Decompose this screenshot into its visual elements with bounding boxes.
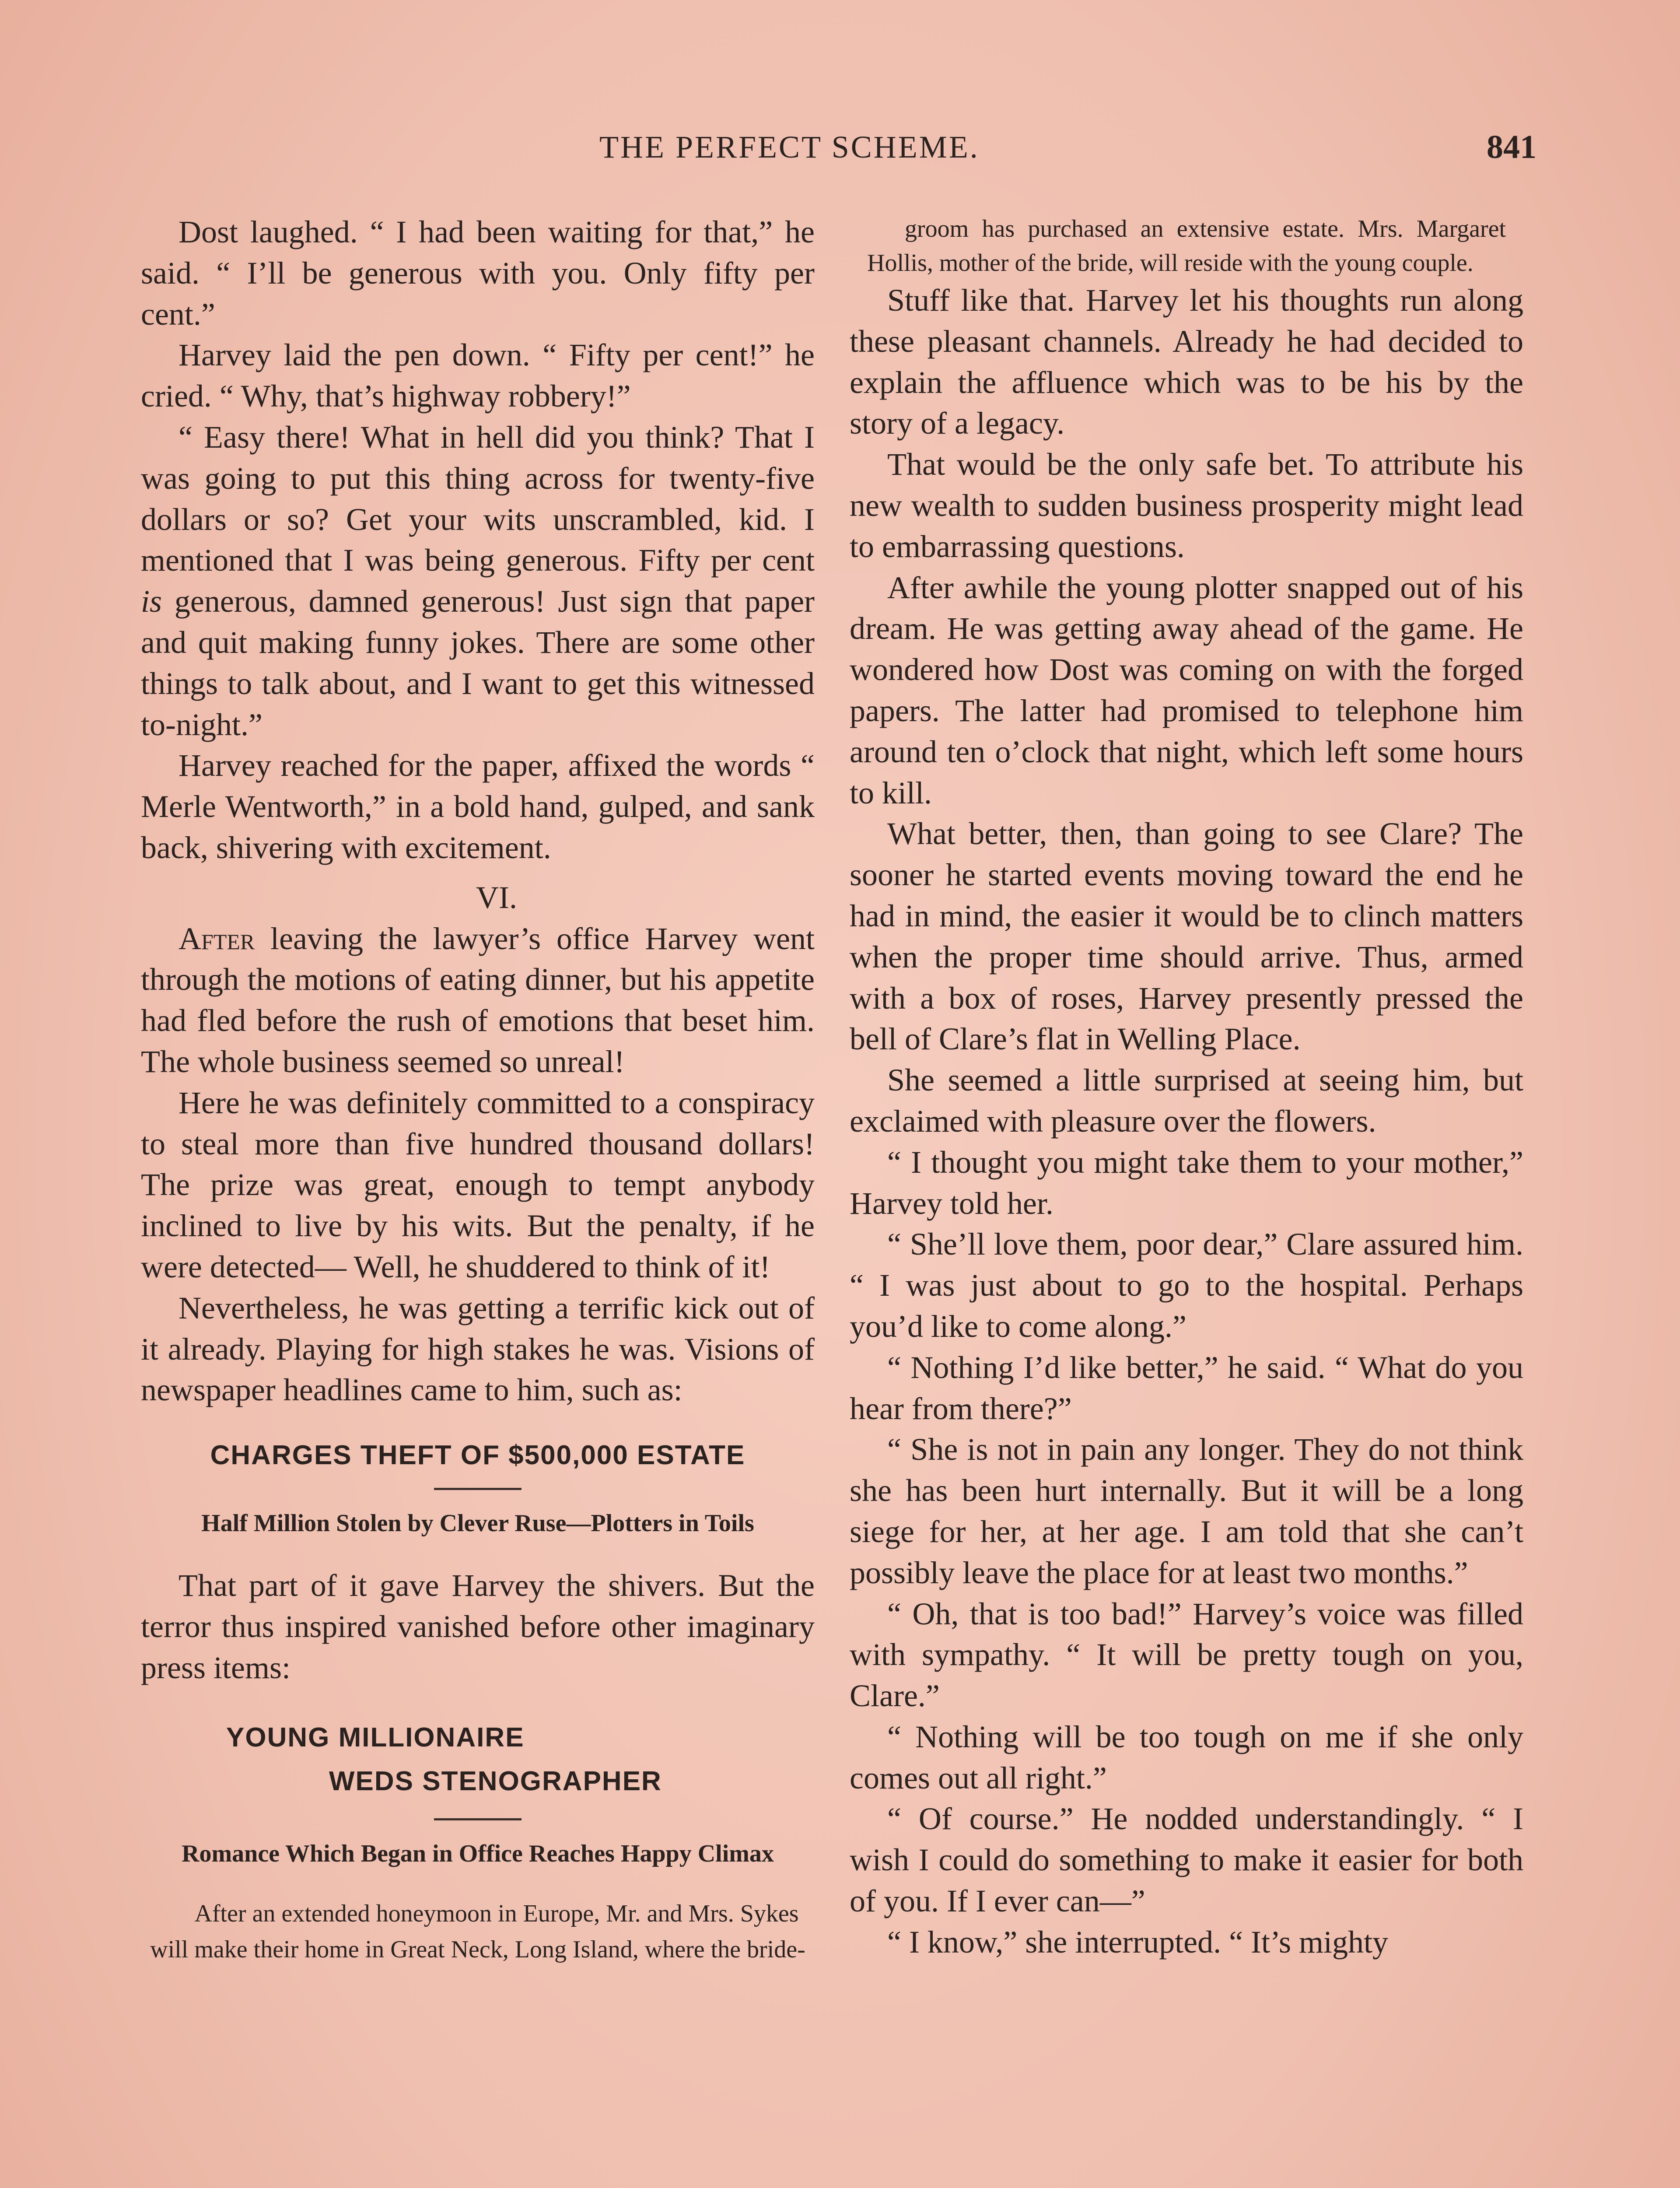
- paragraph: Here he was definitely committed to a conspiracy to steal more than five hundred thousand dollars! The prize was great, enough to tempt anybody inclined to live by his wits. But the penalty, if he were detected— Well, he shuddered to think of it!: [141, 1085, 815, 1284]
- right-column: [850, 212, 1523, 1963]
- newspaper-headline: CHARGES THEFT OF $500,000 ESTATE: [210, 1440, 746, 1471]
- paragraph: She seemed a little surprised at seeing him, but exclaimed with pleasure over the flowers.: [850, 1062, 1523, 1139]
- paragraph: “ I thought you might take them to your mother,” Harvey told her.: [850, 1144, 1523, 1221]
- paragraph: That would be the only safe bet. To attribute his new wealth to sudden business prosperity might lead to embarrassing questions.: [850, 447, 1523, 564]
- paragraph: “ She’ll love them, poor dear,” Clare assured him. “ I was just about to go to the hospital. Perhaps you’d like to come along.”: [850, 1227, 1523, 1344]
- paragraph: Stuff like that. Harvey let his thoughts run along these pleasant channels. Already he had decided to explain the affluence which was to be his by the story of a legacy.: [850, 283, 1523, 441]
- paragraph: “ She is not in pain any longer. They do not think she has been hurt internally. But it will be a long siege for her, at her age. I am told that she can’t possibly leave the place for at least two months.”: [850, 1432, 1523, 1590]
- paragraph: “ Oh, that is too bad!” Harvey’s voice was filled with sympathy. “ It will be pretty tough on you, Clare.”: [850, 1596, 1523, 1714]
- paragraph: After awhile the young plotter snapped out of his dream. He was getting away ahead of the game. He wondered how Dost was coming on with the forged papers. The latter had promised to telephone him around ten o’clock that night, which left some hours to kill.: [850, 570, 1523, 810]
- headline-rule: [434, 1488, 522, 1490]
- newspaper-subhead: Romance Which Began in Office Reaches Happy Climax: [182, 1840, 774, 1867]
- paragraph-text: leaving the lawyer’s office Harvey went through the motions of eating dinner, but his appetite had fled before the rush of emotions that beset him. The whole business seemed so unreal!: [141, 921, 815, 1079]
- headline-line: WEDS STENOGRAPHER: [329, 1766, 662, 1796]
- news-item-text: After an extended honeymoon in Europe, Mr. and Mrs. Sykes will make their home in Great Neck, Long Island, where the bride-: [150, 1900, 805, 1963]
- paragraph: [141, 919, 815, 1083]
- paragraph: [141, 417, 815, 745]
- left-column: [141, 212, 815, 1967]
- newspaper-headline: [141, 1716, 815, 1803]
- paragraph: Dost laughed. “ I had been waiting for that,” he said. “ I’ll be generous with you. Only fifty per cent.”: [141, 214, 815, 332]
- paragraph: Harvey laid the pen down. “ Fifty per cent!” he cried. “ Why, that’s highway robbery!”: [141, 337, 815, 414]
- news-item-continued: groom has purchased an extensive estate. Mrs. Margaret Hollis, mother of the bride, will reside with the young couple.: [867, 215, 1506, 277]
- newspaper-subhead: Half Million Stolen by Clever Ruse—Plotters in Toils: [201, 1510, 754, 1537]
- paragraph: “ Of course.” He nodded understandingly. “ I wish I could do something to make it easier for both of you. If I ever can—”: [850, 1801, 1523, 1919]
- paragraph: Nevertheless, he was getting a terrific kick out of it already. Playing for high stakes he was. Visions of newspaper headlines came to him, such as:: [141, 1290, 815, 1408]
- page-number: 841: [1487, 129, 1536, 165]
- paragraph: “ Nothing I’d like better,” he said. “ What do you hear from there?”: [850, 1350, 1523, 1426]
- paragraph: “ I know,” she interrupted. “ It’s mighty: [887, 1924, 1389, 1960]
- lead-word: After: [178, 921, 255, 956]
- paragraph-text: generous, damned generous! Just sign that paper and quit making funny jokes. There are some other things to talk about, and I want to get this witnessed to-night.”: [141, 584, 815, 742]
- paragraph-text: “ Easy there! What in hell did you think? That I was going to put this thing across for twenty-five dollars or so? Get your wits unscrambled, kid. I mentioned that I was being generous. Fifty per cent: [141, 419, 815, 578]
- section-number: VI.: [476, 880, 517, 915]
- emphasis: is: [141, 584, 162, 619]
- running-head: THE PERFECT SCHEME.: [599, 130, 980, 165]
- headline-rule: [434, 1818, 522, 1820]
- paragraph: “ Nothing will be too tough on me if she only comes out all right.”: [850, 1719, 1523, 1795]
- paragraph: What better, then, than going to see Clare? The sooner he started events moving toward the end he had in mind, the easier it would be to clinch matters when the proper time should arrive. Thus, armed with a box of roses, Harvey presently pressed the bell of Clare’s flat in Welling Place.: [850, 816, 1523, 1057]
- paragraph: That part of it gave Harvey the shivers. But the terror thus inspired vanished before other imaginary press items:: [141, 1568, 815, 1685]
- headline-line: YOUNG MILLIONAIRE: [226, 1722, 525, 1753]
- paragraph: Harvey reached for the paper, affixed the words “ Merle Wentworth,” in a bold hand, gulped, and sank back, shivering with excitement.: [141, 748, 815, 865]
